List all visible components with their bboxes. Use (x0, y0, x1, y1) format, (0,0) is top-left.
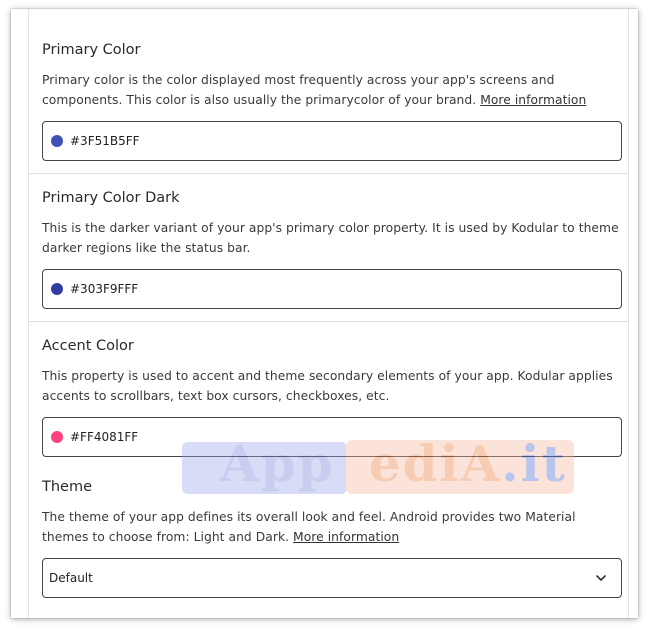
panel-right-border (628, 9, 629, 618)
accent-color-section (42, 336, 624, 406)
primary-color-dark-field[interactable] (42, 269, 622, 309)
properties-panel (11, 9, 638, 618)
primary-color-dark-description-text: This is the darker variant of your app's primary color property. It is used by Kodular to theme darker regions like the status bar. (42, 221, 619, 255)
primary-color-more-info-link[interactable]: More information (480, 93, 587, 107)
accent-color-field[interactable] (42, 417, 622, 457)
primary-color-swatch[interactable] (51, 135, 63, 147)
accent-color-description-text: This property is used to accent and theme secondary elements of your app. Kodular applies accents to scrollbars, text box cursors, checkboxes, etc. (42, 369, 613, 403)
accent-color-swatch[interactable] (51, 431, 63, 443)
theme-title: Theme (42, 479, 93, 495)
theme-description-text: The theme of your app defines its overall look and feel. Android provides two Material themes to choose from: Light and Dark. (42, 510, 576, 544)
primary-color-dark-section (42, 188, 624, 258)
primary-color-value: #3F51B5FF (70, 134, 140, 148)
primary-color-dark-title: Primary Color Dark (42, 190, 180, 206)
theme-description (42, 507, 624, 547)
watermark-text-part3: .it (501, 434, 567, 493)
theme-selected-value: Default (49, 571, 93, 585)
primary-color-description-text: Primary color is the color displayed most frequently across your app's screens and components. This color is also usually the primarycolor of your brand. (42, 73, 555, 107)
primary-color-dark-value: #303F9FFF (70, 282, 139, 296)
theme-select[interactable] (42, 558, 622, 598)
divider (29, 321, 629, 322)
divider (29, 173, 629, 174)
chevron-down-icon[interactable] (595, 572, 607, 584)
primary-color-field[interactable] (42, 121, 622, 161)
accent-color-description (42, 366, 624, 406)
accent-color-title: Accent Color (42, 338, 134, 354)
watermark-text-part2: ediA (368, 434, 502, 493)
theme-section (42, 477, 624, 547)
primary-color-title: Primary Color (42, 42, 141, 58)
primary-color-section (42, 40, 624, 110)
primary-color-dark-description (42, 218, 624, 258)
accent-color-value: #FF4081FF (70, 430, 139, 444)
panel-left-border (28, 9, 29, 618)
primary-color-dark-swatch[interactable] (51, 283, 63, 295)
watermark-text-part1: App (220, 434, 335, 493)
primary-color-description (42, 70, 624, 110)
theme-more-info-link[interactable]: More information (293, 530, 400, 544)
